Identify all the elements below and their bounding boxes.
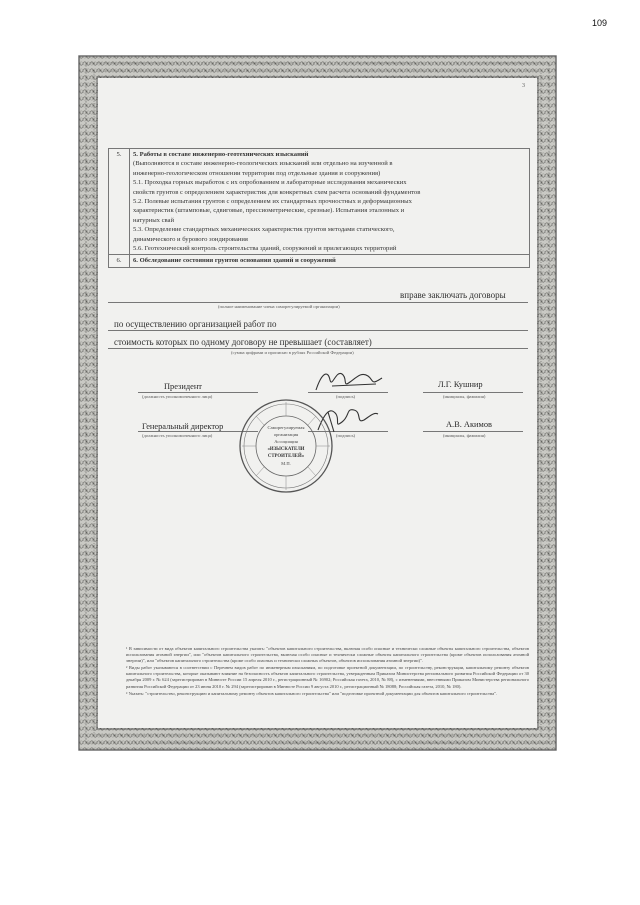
row-content: [130, 149, 530, 255]
row-heading: 5. Работы в составе инженерно-геотехнических изысканий: [133, 151, 309, 158]
signature-caption: (подпись): [336, 394, 356, 399]
stamp-line: «ИЗЫСКАТЕЛИ: [267, 447, 305, 452]
row-heading: 6. Обследование состояния грунтов основания зданий и сооружений: [130, 255, 530, 267]
organization-stamp: [238, 398, 334, 494]
stamp-line: М.П.: [281, 461, 291, 466]
row-line: инженерно-геологическом отношении территории под отдельные здания и сооружения): [133, 169, 381, 177]
contract-caption-1: (полное наименование члена саморегулируемой организации): [218, 304, 340, 309]
contract-caption-2: (сумма цифрами и прописью в рублях Российской Федерации): [231, 350, 354, 355]
underline: [423, 431, 523, 432]
name-caption: (инициалы, фамилия): [443, 394, 486, 399]
underline: [423, 392, 523, 393]
signer-position: Генеральный директор: [142, 422, 224, 431]
stamp-line: СТРОИТЕЛЕЙ»: [267, 454, 305, 459]
underline: [108, 330, 528, 331]
row-line: свойств грунтов с определением характеристик для конкретных схем расчета оснований фундаментов: [133, 188, 421, 196]
footnote: ² Виды работ указываются в соответствии с Перечнем видов работ по инженерным изысканиям, по подготовке проектной документации, по строительству, реконструкции, капитальному ремонту объектов капитального строительства, которые оказывают влияние на безопасность объектов капитального строительства, утвержденным Приказом Министерства регионального развития Российской Федерации от 30 декабря 2009 г. № 624 (зарегистрирован в Минюсте России 15 апреля 2010 г., регистрационный № 16902; Российская газета, 2010, № 88), с изменениями, внесенными Приказом Министерства регионального развития Российской Федерации от 23 июня 2010 г. № 294 (зарегистрирован в Минюсте России 9 августа 2010 г., регистрационный № 18088; Российская газета, 2010, № 180).: [126, 665, 529, 689]
position-caption: (должность уполномоченного лица): [142, 433, 213, 438]
contract-line-3: стоимость которых по одному договору не превышает (составляет): [114, 337, 372, 347]
certificate-sheet: [98, 78, 537, 728]
sheet-number: 3: [522, 83, 525, 89]
table-row: [109, 255, 530, 267]
row-line: 5.3. Определение стандартных механических характеристик грунтов методами статического,: [133, 226, 395, 234]
contract-line-2: по осуществлению организацией работ по: [114, 319, 277, 329]
row-line: 5.2. Полевые испытания грунтов с определением их стандартных прочностных и деформационных: [133, 198, 412, 206]
table-row: [109, 149, 530, 255]
position-caption: (должность уполномоченного лица): [142, 394, 213, 399]
underline: [138, 392, 258, 393]
stamp-line: Саморегулируемая: [267, 425, 305, 430]
underline: [108, 348, 528, 349]
row-line: 5.1. Проходка горных выработок с их опробованием и лабораторные исследования механических: [133, 179, 407, 187]
works-table: [108, 148, 530, 268]
row-line: динамического и бурового зондирования: [133, 235, 248, 243]
row-line: натурных свай: [133, 216, 174, 224]
stamp-line: организация: [273, 432, 299, 437]
footnote: ¹ В зависимости от вида объектов капитального строительства указать: "объектов капитального строительства, включая особо опасные и технически сложные объекты капитального строительства, объектов использования атомной энергии", или "объектов капитального строительства, включая особо опасные и технически сложные объекты капитального строительства (кроме объектов использования атомной энергии)", или "объектов капитального строительства (кроме особо опасных и технически сложных объектов, объектов использования атомной энергии)".: [126, 646, 529, 664]
signature-caption: (подпись): [336, 433, 356, 438]
row-number: 5.: [109, 149, 130, 255]
row-line: характеристик (штамповые, сдвиговые, прессиометрические, срезные). Испытания эталонных и: [133, 207, 405, 215]
signer-position: Президент: [164, 382, 202, 391]
row-line: (Выполняются в составе инженерно-геологических изысканий или отдельно на изученной в: [133, 160, 393, 168]
signer-name: Л.Г. Кушнир: [438, 380, 483, 389]
underline: [108, 302, 528, 303]
contract-right-value: вправе заключать договоры: [400, 290, 506, 300]
footnote: ³ Указать: "строительство, реконструкцию и капитальному ремонту объектов капитального строительства" или "подготовке проектной документации для объектов капитального строительства".: [126, 690, 498, 696]
stamp-line: Ассоциация: [274, 439, 298, 444]
page-number: 109: [591, 18, 607, 28]
name-caption: (инициалы, фамилия): [443, 433, 486, 438]
signature-president: [312, 366, 392, 396]
certificate-frame: [76, 53, 559, 753]
row-line: 5.6. Геотехнический контроль строительства зданий, сооружений и прилегающих территорий: [133, 245, 397, 253]
row-number: 6.: [109, 255, 130, 267]
footnotes: [126, 646, 529, 698]
signer-name: А.В. Акимов: [446, 420, 492, 429]
